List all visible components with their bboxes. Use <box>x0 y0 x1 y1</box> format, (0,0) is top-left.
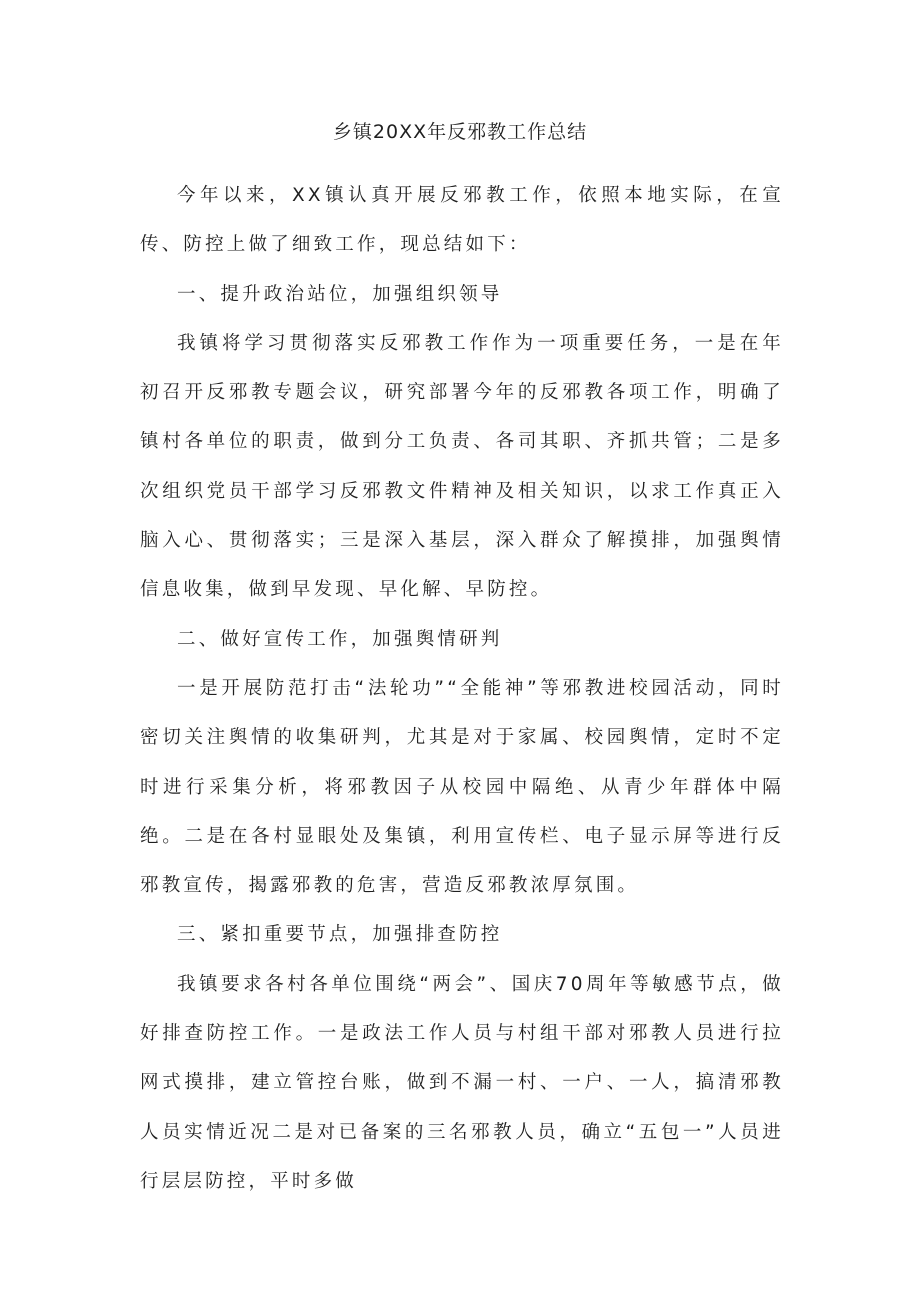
section-1-paragraph: 我镇将学习贯彻落实反邪教工作作为一项重要任务，一是在年初召开反邪教专题会议，研究部署今年的反邪教各项工作，明确了镇村各单位的职责，做到分工负责、各司其职、齐抓共管；二是多次组织党员干部学习反邪教文件精神及相关知识，以求工作真正入脑入心、贯彻落实；三是深入基层，深入群众了解摸排，加强舆情信息收集，做到早发现、早化解、早防控。 <box>140 332 784 601</box>
intro-paragraph: 今年以来，XX镇认真开展反邪教工作，依照本地实际，在宣传、防控上做了细致工作，现总结如下： <box>140 185 784 256</box>
section-2-paragraph: 一是开展防范打击“法轮功”“全能神”等邪教进校园活动，同时密切关注舆情的收集研判，尤其是对于家属、校园舆情，定时不定时进行采集分析，将邪教因子从校园中隔绝、从青少年群体中隔绝。二是在各村显眼处及集镇，利用宣传栏、电子显示屏等进行反邪教宣传，揭露邪教的危害，营造反邪教浓厚氛围。 <box>140 677 784 897</box>
section-heading-1: 一、提升政治站位，加强组织领导 <box>177 283 503 305</box>
section-3-paragraph: 我镇要求各村各单位围绕“两会”、国庆70周年等敏感节点，做好排查防控工作。一是政法工作人员与村组干部对邪教人员进行拉网式摸排，建立管控台账，做到不漏一村、一户、一人，搞清邪教人员实情近况二是对已备案的三名邪教人员，确立“五包一”人员进行层层防控，平时多做 <box>140 973 784 1192</box>
document-body <box>140 171 784 1206</box>
section-heading-2: 二、做好宣传工作，加强舆情研判 <box>177 628 503 650</box>
document-title: 乡镇20XX年反邪教工作总结 <box>332 121 588 143</box>
section-heading-3: 三、紧扣重要节点，加强排查防控 <box>177 924 503 946</box>
